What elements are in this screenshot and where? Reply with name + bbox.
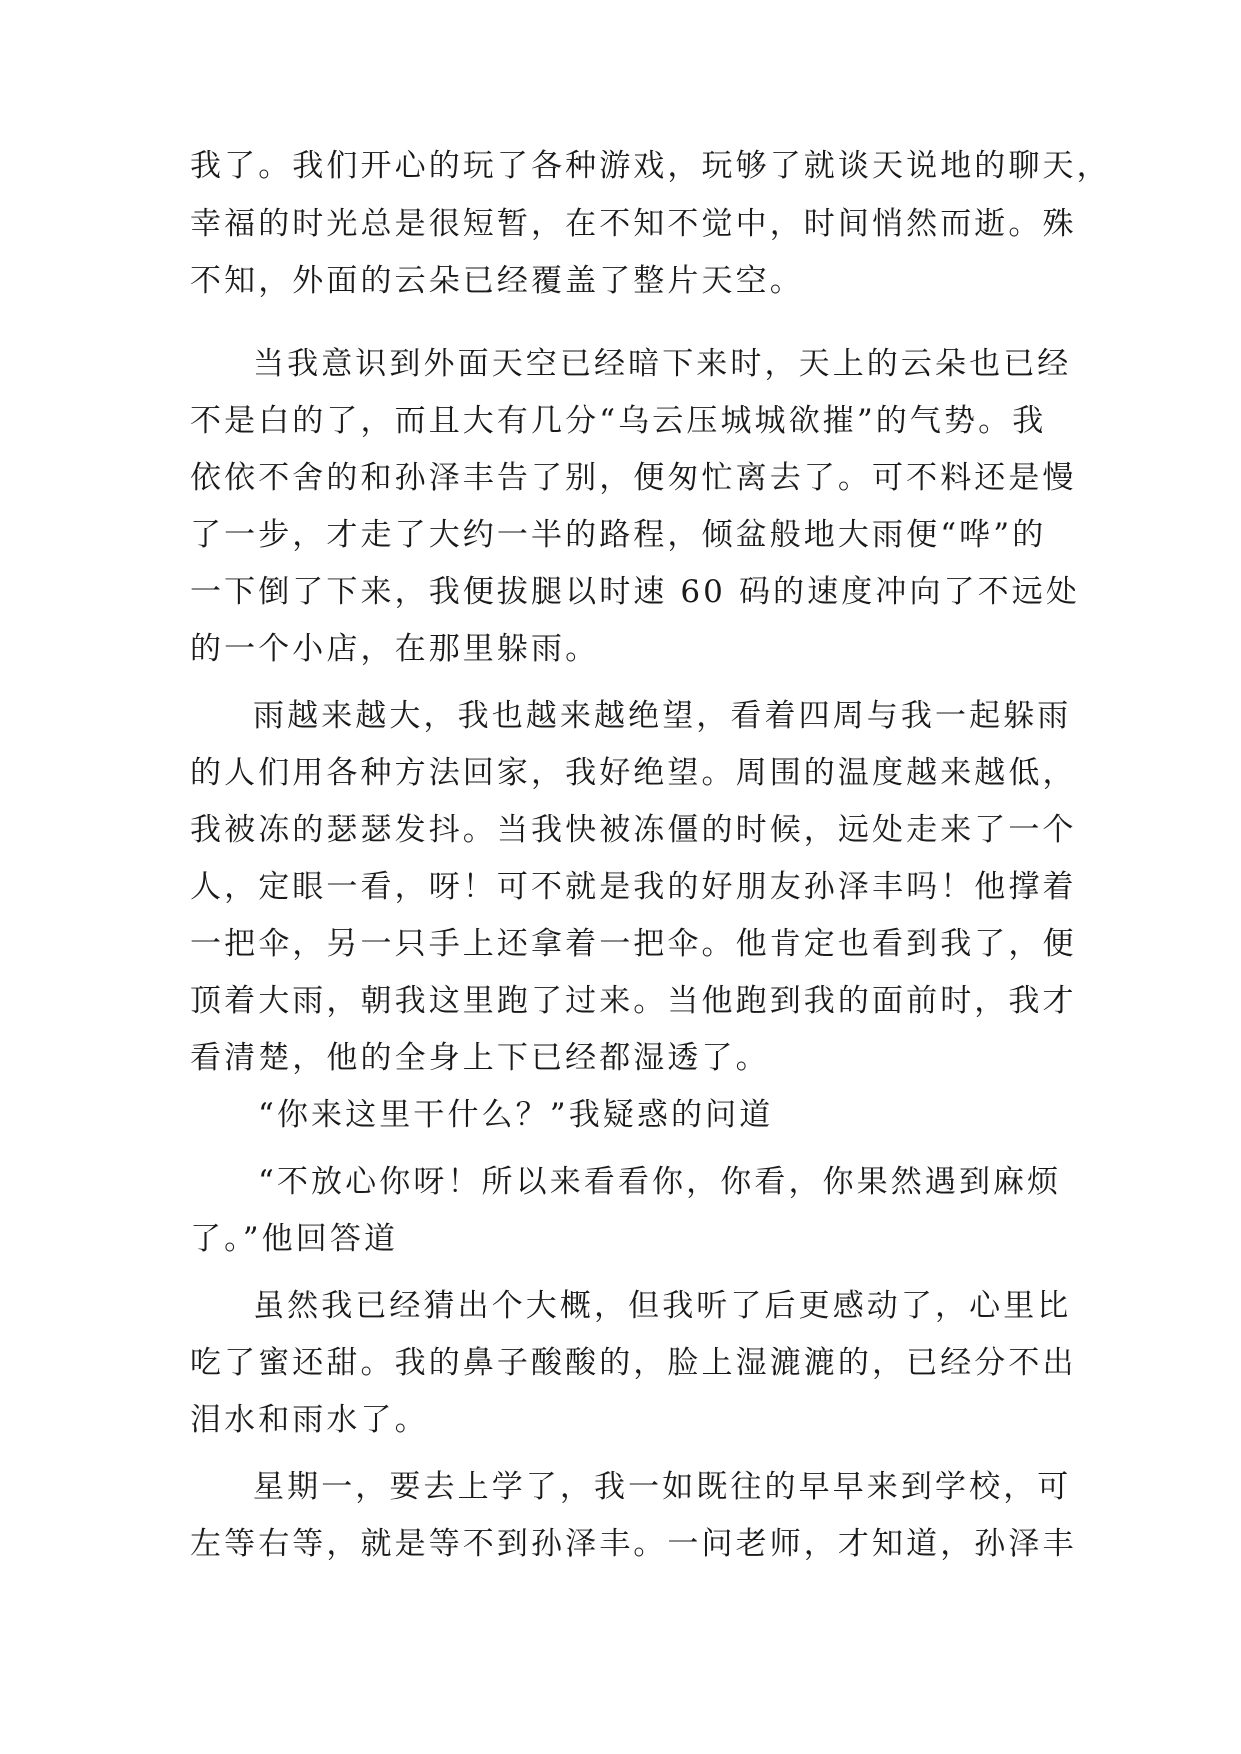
dialogue-line: “不放心你呀！所以来看看你，你看，你果然遇到麻烦 — [258, 1164, 1062, 1200]
text-line: 人，定眼一看，呀！可不就是我的好朋友孙泽丰吗！他撑着 — [190, 869, 1077, 905]
text-line: 看清楚，他的全身上下已经都湿透了。 — [190, 1040, 770, 1076]
text-line: 一下倒了下来，我便拔腿以时速 60 码的速度冲向了不远处 — [190, 574, 1080, 610]
text-line: 不是白的了，而且大有几分“乌云压城城欲摧”的气势。我 — [190, 403, 1047, 439]
text-line: 的人们用各种方法回家，我好绝望。周围的温度越来越低， — [190, 755, 1077, 791]
text-line: 泪水和雨水了。 — [190, 1402, 429, 1438]
text-line: 了一步，才走了大约一半的路程，倾盆般地大雨便“哗”的 — [190, 517, 1047, 553]
text-line: 依依不舍的和孙泽丰告了别，便匆忙离去了。可不料还是慢 — [190, 460, 1077, 496]
text-line: 了。”他回答道 — [190, 1221, 399, 1257]
text-line: 不知，外面的云朵已经覆盖了整片天空。 — [190, 263, 804, 299]
text-line: 吃了蜜还甜。我的鼻子酸酸的，脸上湿漉漉的，已经分不出 — [190, 1345, 1077, 1381]
paragraph-first-line: 当我意识到外面天空已经暗下来时，天上的云朵也已经 — [253, 346, 1072, 382]
text-line: 幸福的时光总是很短暂，在不知不觉中，时间悄然而逝。殊 — [190, 206, 1077, 242]
paragraph-first-line: 雨越来越大，我也越来越绝望，看着四周与我一起躲雨 — [253, 698, 1072, 734]
paragraph-first-line: 虽然我已经猜出个大概，但我听了后更感动了，心里比 — [253, 1288, 1072, 1324]
text-line: 我了。我们开心的玩了各种游戏，玩够了就谈天说地的聊天， — [190, 148, 1111, 184]
dialogue-line: “你来这里干什么？”我疑惑的问道 — [258, 1097, 774, 1133]
paragraph-first-line: 星期一，要去上学了，我一如既往的早早来到学校，可 — [253, 1469, 1072, 1505]
text-line: 一把伞，另一只手上还拿着一把伞。他肯定也看到我了，便 — [190, 926, 1077, 962]
text-line: 左等右等，就是等不到孙泽丰。一问老师，才知道，孙泽丰 — [190, 1526, 1077, 1562]
text-line: 的一个小店，在那里躲雨。 — [190, 631, 600, 667]
text-line: 顶着大雨，朝我这里跑了过来。当他跑到我的面前时，我才 — [190, 983, 1077, 1019]
text-line: 我被冻的瑟瑟发抖。当我快被冻僵的时候，远处走来了一个 — [190, 812, 1077, 848]
